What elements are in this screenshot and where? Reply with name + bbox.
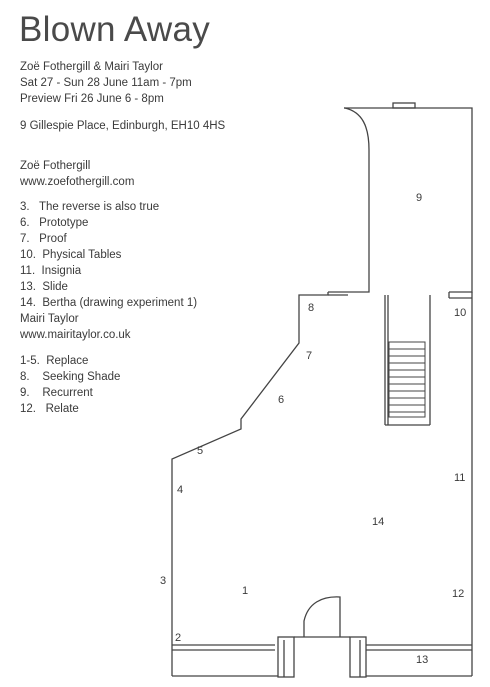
plan-label-5: 5: [197, 445, 204, 457]
address-line: 9 Gillespie Place, Edinburgh, EH10 4HS: [20, 120, 226, 132]
plan-label-1: 1: [242, 585, 249, 597]
plan-label-12: 12: [452, 588, 465, 600]
plan-label-3: 3: [160, 575, 167, 587]
work-item: 6. Prototype: [20, 217, 89, 229]
plan-label-4: 4: [177, 484, 184, 496]
plan-label-6: 6: [278, 394, 285, 406]
plan-label-11: 11: [454, 472, 466, 484]
work-item: 11. Insignia: [20, 265, 82, 277]
exhibition-title: Blown Away: [19, 10, 211, 49]
work-item: 8. Seeking Shade: [20, 371, 121, 383]
work-item: 7. Proof: [20, 233, 67, 245]
work-item: 13. Slide: [20, 281, 68, 293]
work-item: 10. Physical Tables: [20, 249, 122, 261]
artists-line: Zoë Fothergill & Mairi Taylor: [20, 61, 163, 73]
plan-label-2: 2: [175, 632, 182, 644]
artist2-website: www.mairitaylor.co.uk: [20, 329, 131, 341]
work-item: 1-5. Replace: [20, 355, 89, 367]
plan-label-9: 9: [416, 192, 423, 204]
preview-line: Preview Fri 26 June 6 - 8pm: [20, 93, 164, 105]
work-item: 12. Relate: [20, 403, 79, 415]
staircase: [389, 342, 425, 417]
work-item: 9. Recurrent: [20, 387, 93, 399]
artist1-website: www.zoefothergill.com: [20, 176, 135, 188]
plan-label-13: 13: [416, 654, 429, 666]
plan-label-10: 10: [454, 307, 467, 319]
plan-label-8: 8: [308, 302, 315, 314]
dates-line: Sat 27 - Sun 28 June 11am - 7pm: [20, 77, 192, 89]
artist1-name: Zoë Fothergill: [20, 160, 91, 172]
work-item: 14. Bertha (drawing experiment 1): [20, 297, 198, 309]
plan-label-7: 7: [306, 350, 313, 362]
work-item: 3. The reverse is also true: [20, 201, 160, 213]
artist2-name: Mairi Taylor: [20, 313, 79, 325]
floorplan-walls: [172, 103, 472, 677]
plan-label-14: 14: [372, 516, 385, 528]
